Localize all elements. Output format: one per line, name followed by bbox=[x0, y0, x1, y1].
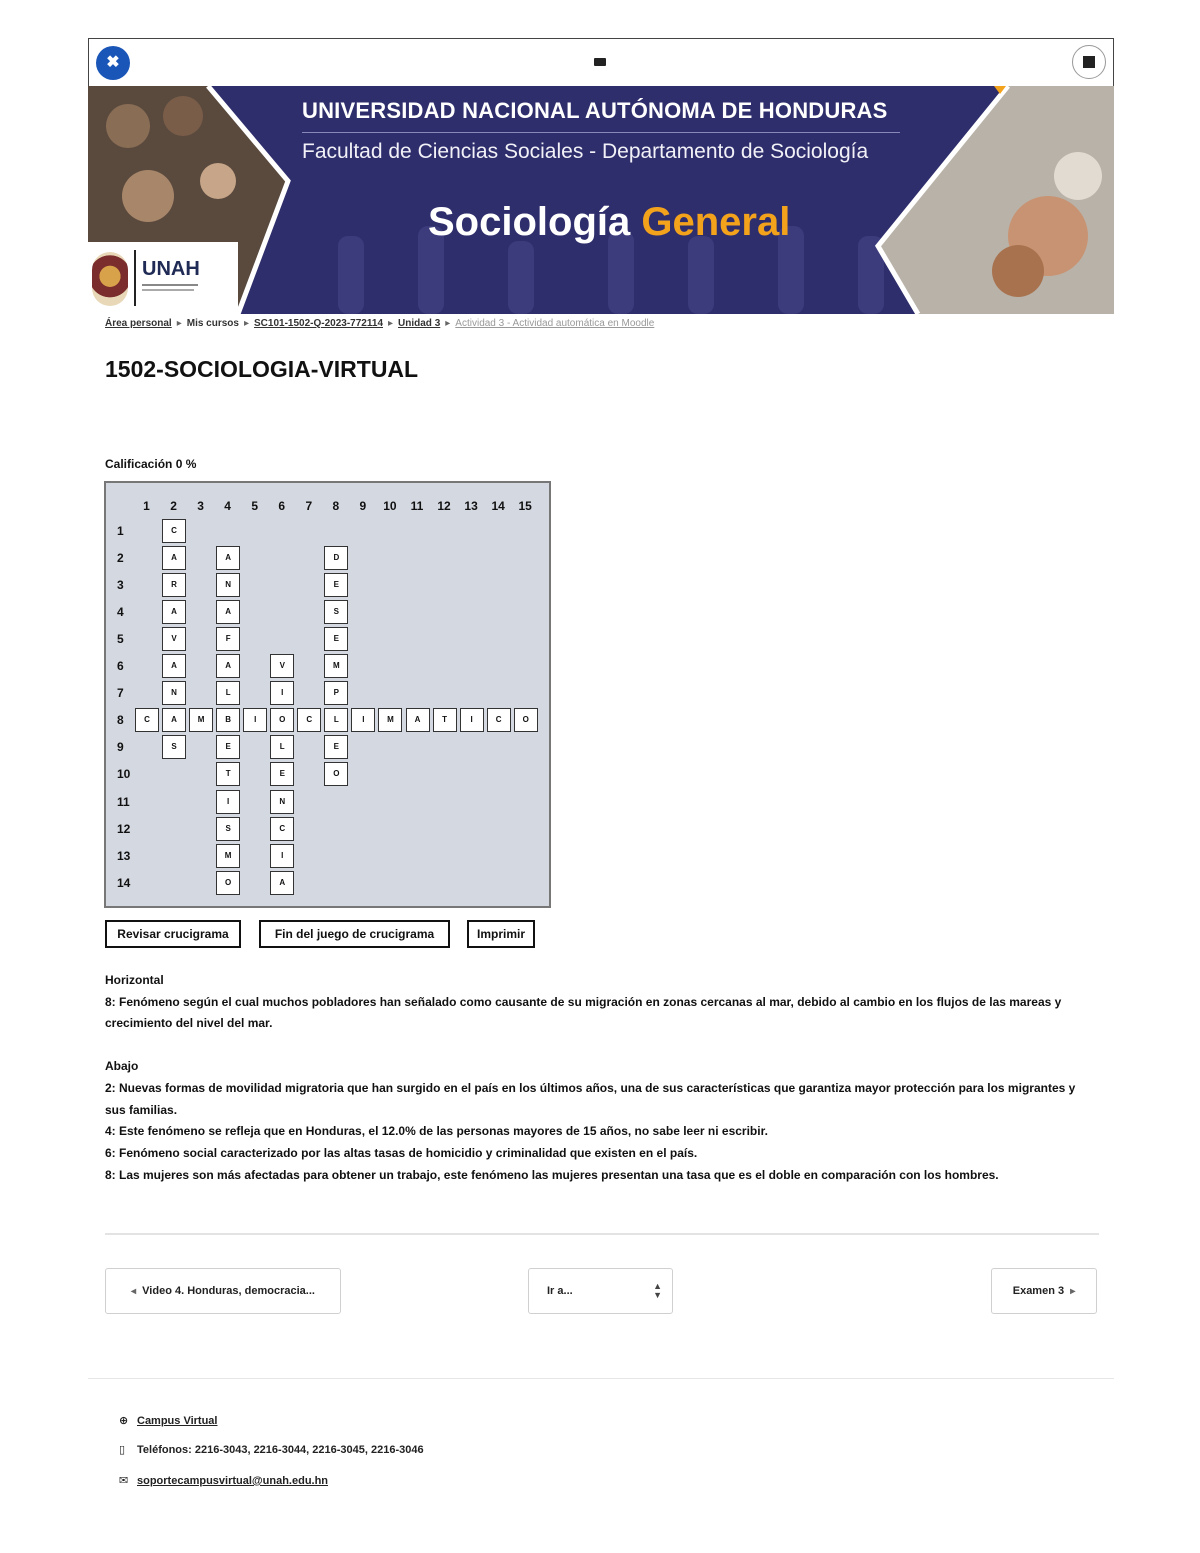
clue-down-8: 8: Las mujeres son más afectadas para obtener un trabajo, este fenómeno las mujeres presentan una tasa que es el doble en comparación con los hombres. bbox=[105, 1167, 999, 1182]
footer-phones bbox=[119, 1443, 424, 1456]
row-number: 6 bbox=[117, 659, 124, 674]
jump-to-value: Ir a... bbox=[547, 1285, 573, 1297]
crossword-cell[interactable]: F bbox=[216, 627, 240, 651]
crowd-photo-head bbox=[163, 96, 203, 136]
content-divider bbox=[105, 1233, 1099, 1235]
select-arrows-icon: ▲ ▼ bbox=[653, 1281, 662, 1300]
phones-text: Teléfonos: 2216-3043, 2216-3044, 2216-3045, 2216-3046 bbox=[137, 1444, 424, 1456]
crowd-photo-head bbox=[122, 170, 174, 222]
crossword-cell[interactable]: O bbox=[514, 708, 538, 732]
phone-icon: ▯ bbox=[119, 1444, 126, 1456]
crossword-cell[interactable]: A bbox=[216, 654, 240, 678]
logo-text: UNAH bbox=[142, 258, 200, 280]
row-number: 4 bbox=[117, 605, 124, 620]
crossword-cell[interactable]: E bbox=[216, 735, 240, 759]
course-title-word2: General bbox=[641, 200, 791, 244]
row-number: 1 bbox=[117, 524, 124, 538]
breadcrumb-text: Mis cursos bbox=[186, 318, 239, 329]
crossword-cell[interactable]: O bbox=[324, 762, 348, 786]
globe-icon: ⊕ bbox=[119, 1415, 129, 1427]
crossword-cell[interactable]: C bbox=[135, 708, 159, 732]
footer-campus bbox=[119, 1414, 218, 1427]
crossword-cell[interactable]: E bbox=[270, 762, 294, 786]
grade-label: Calificación 0 % bbox=[105, 457, 197, 471]
column-number: 9 bbox=[359, 499, 367, 513]
row-number: 2 bbox=[117, 551, 124, 566]
crossword-cell[interactable]: A bbox=[406, 708, 430, 732]
crossword-cell[interactable]: O bbox=[270, 708, 294, 732]
crossword-cell[interactable]: V bbox=[162, 627, 186, 651]
chevron-left-icon: ◂ bbox=[131, 1286, 137, 1297]
crossword-cell[interactable]: A bbox=[162, 654, 186, 678]
course-title-word1: Sociología bbox=[428, 200, 631, 244]
row-number: 12 bbox=[117, 821, 131, 836]
row-number: 7 bbox=[117, 686, 124, 701]
crossword-cell[interactable]: C bbox=[270, 817, 294, 841]
crossword-cell[interactable]: C bbox=[297, 708, 321, 732]
close-icon: ✖ bbox=[106, 54, 120, 71]
column-number: 12 bbox=[437, 499, 451, 513]
crossword-cell[interactable]: P bbox=[324, 681, 348, 705]
across-title: Horizontal bbox=[105, 973, 164, 987]
course-banner bbox=[88, 86, 1114, 314]
crossword-cell[interactable]: A bbox=[162, 708, 186, 732]
print-button[interactable]: Imprimir bbox=[467, 920, 535, 948]
crossword-cell[interactable]: I bbox=[270, 681, 294, 705]
crossword-cell[interactable]: S bbox=[216, 817, 240, 841]
column-number: 13 bbox=[464, 499, 478, 513]
chevron-right-icon: ▸ bbox=[1070, 1286, 1076, 1297]
clues-section bbox=[105, 970, 1095, 1186]
column-number: 1 bbox=[143, 499, 150, 513]
crossword-cell[interactable]: R bbox=[162, 573, 186, 597]
column-number: 4 bbox=[224, 499, 231, 513]
crossword-cell[interactable]: I bbox=[270, 844, 294, 868]
clue-across-8: 8: Fenómeno según el cual muchos pobladores han señalado como causante de su migración en zonas cercanas al mar, debido al cambio en los flujos de las mareas y crecimiento del nivel del mar. bbox=[105, 994, 1062, 1031]
clue-down-4: 4: Este fenómeno se refleja que en Honduras, el 12.0% de las personas mayores de 15 años, no sabe leer ni escribir. bbox=[105, 1124, 768, 1139]
page-title: 1502-SOCIOLOGIA-VIRTUAL bbox=[105, 356, 419, 382]
crossword-grid bbox=[104, 481, 551, 908]
crossword-cell[interactable]: I bbox=[243, 708, 267, 732]
crossword-cell[interactable]: V bbox=[270, 654, 294, 678]
row-number: 10 bbox=[117, 767, 131, 782]
crossword-cell[interactable]: I bbox=[351, 708, 375, 732]
clue-down-6: 6: Fenómeno social caracterizado por las altas tasas de homicidio y criminalidad que existen en el país. bbox=[105, 1145, 698, 1160]
finish-crossword-button[interactable]: Fin del juego de crucigrama bbox=[259, 920, 450, 948]
drag-handle-icon[interactable] bbox=[594, 58, 606, 66]
column-number: 8 bbox=[332, 499, 340, 513]
crossword-cell[interactable]: A bbox=[162, 546, 186, 570]
row-number: 14 bbox=[117, 875, 131, 890]
unah-seal-icon bbox=[92, 252, 128, 306]
crowd-photo-head bbox=[200, 163, 236, 199]
jump-to-select[interactable] bbox=[528, 1268, 673, 1314]
crossword-cell[interactable]: L bbox=[216, 681, 240, 705]
row-number: 13 bbox=[117, 848, 131, 863]
banner-divider bbox=[302, 132, 900, 133]
unah-logo bbox=[88, 242, 238, 314]
crossword-cell[interactable]: I bbox=[216, 790, 240, 814]
campus-link[interactable]: Campus Virtual bbox=[137, 1415, 218, 1427]
crossword-cell[interactable]: S bbox=[324, 600, 348, 624]
crossword-cell[interactable]: A bbox=[216, 546, 240, 570]
crossword-cell[interactable]: A bbox=[270, 871, 294, 895]
column-number: 10 bbox=[383, 499, 397, 513]
footer-email bbox=[119, 1474, 328, 1487]
course-title bbox=[428, 200, 790, 245]
crossword-cell[interactable]: L bbox=[324, 708, 348, 732]
next-activity-label: Examen 3 bbox=[1012, 1285, 1065, 1297]
crossword-cell[interactable]: T bbox=[216, 762, 240, 786]
previous-activity-label: Video 4. Honduras, democracia... bbox=[142, 1285, 315, 1297]
crowd-photo-head bbox=[106, 104, 150, 148]
column-number: 3 bbox=[197, 499, 204, 513]
row-number: 11 bbox=[117, 794, 130, 809]
close-button[interactable] bbox=[96, 46, 130, 80]
next-activity-button[interactable] bbox=[991, 1268, 1097, 1314]
check-crossword-button[interactable]: Revisar crucigrama bbox=[105, 920, 241, 948]
crossword-cell[interactable]: M bbox=[216, 844, 240, 868]
crossword-cell[interactable]: I bbox=[460, 708, 484, 732]
handshake-photo-bg bbox=[1054, 152, 1102, 200]
crossword-cell[interactable]: S bbox=[162, 735, 186, 759]
breadcrumb-link[interactable]: Área personal bbox=[105, 318, 172, 329]
row-number: 8 bbox=[117, 713, 124, 728]
crossword-cell[interactable]: E bbox=[324, 627, 348, 651]
crossword-cell[interactable]: M bbox=[324, 654, 348, 678]
breadcrumb-current[interactable]: Actividad 3 - Actividad automática en Moodle bbox=[455, 318, 655, 329]
faculty-name: Facultad de Ciencias Sociales - Departamento de Sociología bbox=[302, 140, 869, 163]
handshake-photo-hands bbox=[992, 245, 1044, 297]
column-number: 7 bbox=[305, 499, 313, 513]
column-number: 15 bbox=[518, 499, 532, 513]
crossword-cell[interactable]: C bbox=[162, 519, 186, 543]
crossword-cell[interactable]: T bbox=[433, 708, 457, 732]
column-number: 2 bbox=[170, 499, 177, 513]
crossword-cell[interactable]: N bbox=[270, 790, 294, 814]
crossword-cell[interactable]: C bbox=[487, 708, 511, 732]
logo-subtitle bbox=[142, 284, 198, 286]
footer-divider bbox=[88, 1378, 1114, 1379]
crossword-cell[interactable]: D bbox=[324, 546, 348, 570]
email-icon: ✉ bbox=[119, 1475, 129, 1487]
previous-activity-button[interactable] bbox=[105, 1268, 341, 1314]
university-name: UNIVERSIDAD NACIONAL AUTÓNOMA DE HONDURAS bbox=[302, 98, 888, 123]
crossword-cell[interactable]: E bbox=[324, 735, 348, 759]
breadcrumb-link[interactable]: Unidad 3 bbox=[398, 318, 441, 329]
crossword-cell[interactable]: O bbox=[216, 871, 240, 895]
row-number: 9 bbox=[117, 740, 124, 755]
crossword-cell[interactable]: N bbox=[162, 681, 186, 705]
row-number: 5 bbox=[117, 632, 124, 647]
logo-subtitle bbox=[142, 289, 194, 291]
crossword-cell[interactable]: A bbox=[162, 600, 186, 624]
column-number: 6 bbox=[278, 499, 286, 513]
crossword-cell[interactable]: A bbox=[216, 600, 240, 624]
down-title: Abajo bbox=[105, 1059, 139, 1074]
column-number: 14 bbox=[491, 499, 505, 513]
crossword-cell[interactable]: B bbox=[216, 708, 240, 732]
clue-down-2: 2: Nuevas formas de movilidad migratoria que han surgido en el país en los últimos años, una de sus características que garantiza mayor protección para los migrantes y sus familias. bbox=[105, 1080, 1076, 1117]
crossword-cell[interactable]: L bbox=[270, 735, 294, 759]
row-number: 3 bbox=[117, 578, 124, 593]
stop-button[interactable] bbox=[1072, 45, 1106, 79]
breadcrumb: Área personal ▸ Mis cursos ▸ SC101-1502-Q-2023-772114 ▸ Unidad 3 ▸ Actividad 3 - Actividad automática en Moodle bbox=[105, 318, 655, 329]
logo-divider bbox=[134, 250, 136, 306]
crossword-cell[interactable]: N bbox=[216, 573, 240, 597]
column-number: 11 bbox=[410, 499, 424, 513]
column-number: 5 bbox=[251, 499, 259, 513]
crossword-cell[interactable]: E bbox=[324, 573, 348, 597]
crossword-cell[interactable]: M bbox=[189, 708, 213, 732]
breadcrumb-link[interactable]: SC101-1502-Q-2023-772114 bbox=[254, 318, 383, 329]
crossword-cell[interactable]: M bbox=[378, 708, 402, 732]
email-link[interactable]: soportecampusvirtual@unah.edu.hn bbox=[137, 1475, 329, 1487]
stop-icon bbox=[1083, 56, 1095, 68]
